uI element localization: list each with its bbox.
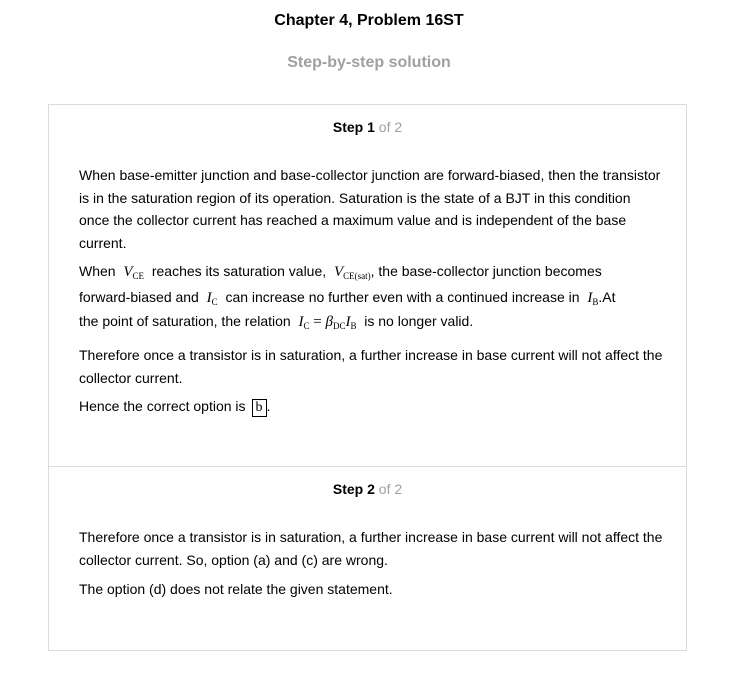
step-1-header — [49, 119, 686, 135]
step-2-paragraph-2: The option (d) does not relate the given statement. — [79, 581, 393, 597]
answer-box: b — [252, 399, 267, 417]
ib-symbol: $I_B$ — [587, 290, 599, 307]
vcesat-symbol: $V_{CE(sat)}$ — [333, 264, 371, 281]
step-1-count: of 2 — [378, 119, 403, 135]
step-divider — [49, 466, 686, 467]
step-1-paragraph-2-line-3: the point of saturation, the relation $I_C = \beta_{DC}I_B$ is no longer valid. — [79, 313, 474, 331]
step-2-label: Step 2 — [332, 481, 375, 497]
step-2-count: of 2 — [378, 481, 403, 497]
step-2-header — [49, 481, 686, 497]
step-1-paragraph-2-line-2: forward-biased and $I_C$ can increase no further even with a continued increase in $I_B.At$ — [79, 289, 616, 307]
step-1-paragraph-4: Hence the correct option is b . — [79, 398, 271, 415]
step-2-paragraph-1: Therefore once a transistor is in saturation, a further increase in base current will not affect the collector current. So, option (a) and (c) are wrong. — [79, 529, 663, 568]
step-1-paragraph-3: Therefore once a transistor is in saturation, a further increase in base current will not affect the collector current. — [79, 347, 663, 386]
page-title: Chapter 4, Problem 16ST — [274, 12, 464, 29]
step-1-paragraph-2-line-1: When $V_{CE}$ reaches its saturation value, $V_{CE(sat)}$, the base-collector junction becomes — [79, 263, 602, 281]
relation-equation: $I_C = \beta_{DC}I_B$ — [298, 314, 357, 331]
step-1-label: Step 1 — [332, 119, 375, 135]
vce-symbol: $V_{CE}$ — [123, 264, 145, 281]
ic-symbol: $I_C$ — [206, 290, 218, 307]
solution-card — [48, 104, 687, 651]
step-1-paragraph-1: When base-emitter junction and base-collector junction are forward-biased, then the transistor is in the saturation region of its operation. Saturation is the state of a BJT in this condition once the collector current has reached a maximum value and is independent of the base current. — [79, 167, 661, 251]
page-subtitle: Step-by-step solution — [287, 54, 451, 71]
